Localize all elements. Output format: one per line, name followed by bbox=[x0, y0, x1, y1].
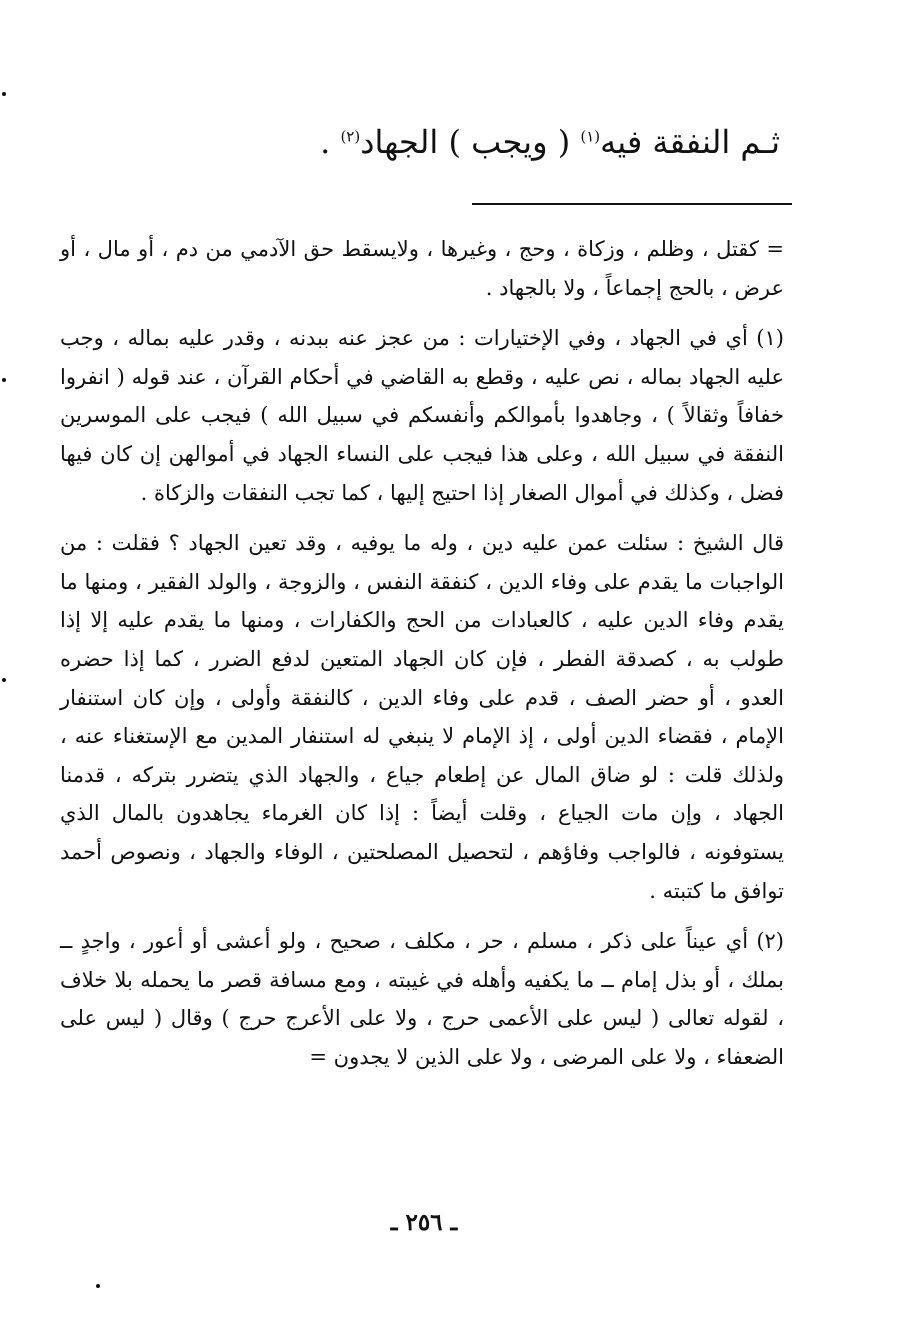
scan-edge-mark bbox=[2, 92, 6, 96]
footnote-separator bbox=[472, 203, 792, 205]
footnote-1: (١) أي في الجهاد ، وفي الإختيارات : من عجز عنه ببدنه ، وقدر عليه بماله ، وجب عليه الجهاد بماله ، نص عليه ، وقطع به القاضي في أحكام القرآن ، عند قوله ( انفروا خفافاً وثقالاً ) ، وجاهدوا بأموالكم وأنفسكم في سبيل الله ) فيجب على الموسرين النفقة في سبيل الله ، وعلى هذا فيجب على النساء الجهاد في أموالهن إن كان فيها فضل ، وكذلك في أموال الصغار إذا احتيج إليها ، كما تجب النفقات والزكاة . bbox=[60, 326, 784, 505]
footnote-ref-2[interactable]: (٢) bbox=[340, 127, 361, 146]
footnote-2: (٢) أي عيناً على ذكر ، مسلم ، حر ، مكلف ، صحيح ، ولو أعشى أو أعور ، واجدٍ ــ بملك ، أو بذل إمام ــ ما يكفيه وأهله في غيبته ، ومع مسافة قصر ما يحمله بلا خلاف ، لقوله تعالى ( ليس على الأعمى حرج ، ولا على الأعرج حرج ) وقال ( ليس على الضعفاء ، ولا على المرضى ، ولا على الذين لا يجدون = bbox=[60, 929, 784, 1069]
main-text-line bbox=[180, 112, 780, 172]
main-text-end: . bbox=[320, 123, 331, 161]
scan-edge-mark bbox=[2, 678, 6, 682]
footnote-ref-1[interactable]: (١) bbox=[580, 127, 601, 146]
main-text-middle: ( ويجب ) الجهاد bbox=[360, 123, 571, 161]
page-number: ـ ٢٥٦ ـ bbox=[390, 1209, 458, 1236]
scan-edge-mark bbox=[2, 378, 6, 382]
main-text-start: ثـم النفقة فيه bbox=[600, 123, 780, 161]
footnotes-section bbox=[60, 230, 784, 1088]
scan-edge-mark bbox=[96, 1284, 100, 1288]
footnote-continuation: = كقتل ، وظلم ، وزكاة ، وحج ، وغيرها ، ولايسقط حق الآدمي من دم ، أو مال ، أو عرض ، بالحج إجماعاً ، ولا بالجهاد . bbox=[60, 237, 784, 300]
footnote-1-quote: قال الشيخ : سئلت عمن عليه دين ، وله ما يوفيه ، وقد تعين الجهاد ؟ فقلت : من الواجبات ما يقدم على وفاء الدين ، كنفقة النفس ، والزوجة ، والولد الفقير ، ومنها ما يقدم وفاء الدين عليه ، كالعبادات من الحج والكفارات ، ومنها ما يقدم عليه إلا إذا طولب به ، كصدقة الفطر ، فإن كان الجهاد المتعين لدفع الضرر ، كما إذا حضره العدو ، أو حضر الصف ، قدم على وفاء الدين ، كالنفقة وأولى ، وإن كان استنفار الإمام ، فقضاء الدين أولى ، إذ الإمام لا ينبغي له استنفار المدين مع الإستغناء عنه ، ولذلك قلت : لو ضاق المال عن إطعام جياع ، والجهاد الذي يتضرر بتركه ، قدمنا الجهاد ، وإن مات الجياع ، وقلت أيضاً : إذا كان الغرماء يجاهدون بالمال الذي يستوفونه ، فالواجب وفاؤهم ، لتحصيل المصلحتين ، الوفاء والجهاد ، ونصوص أحمد توافق ما كتبته . bbox=[60, 531, 784, 903]
